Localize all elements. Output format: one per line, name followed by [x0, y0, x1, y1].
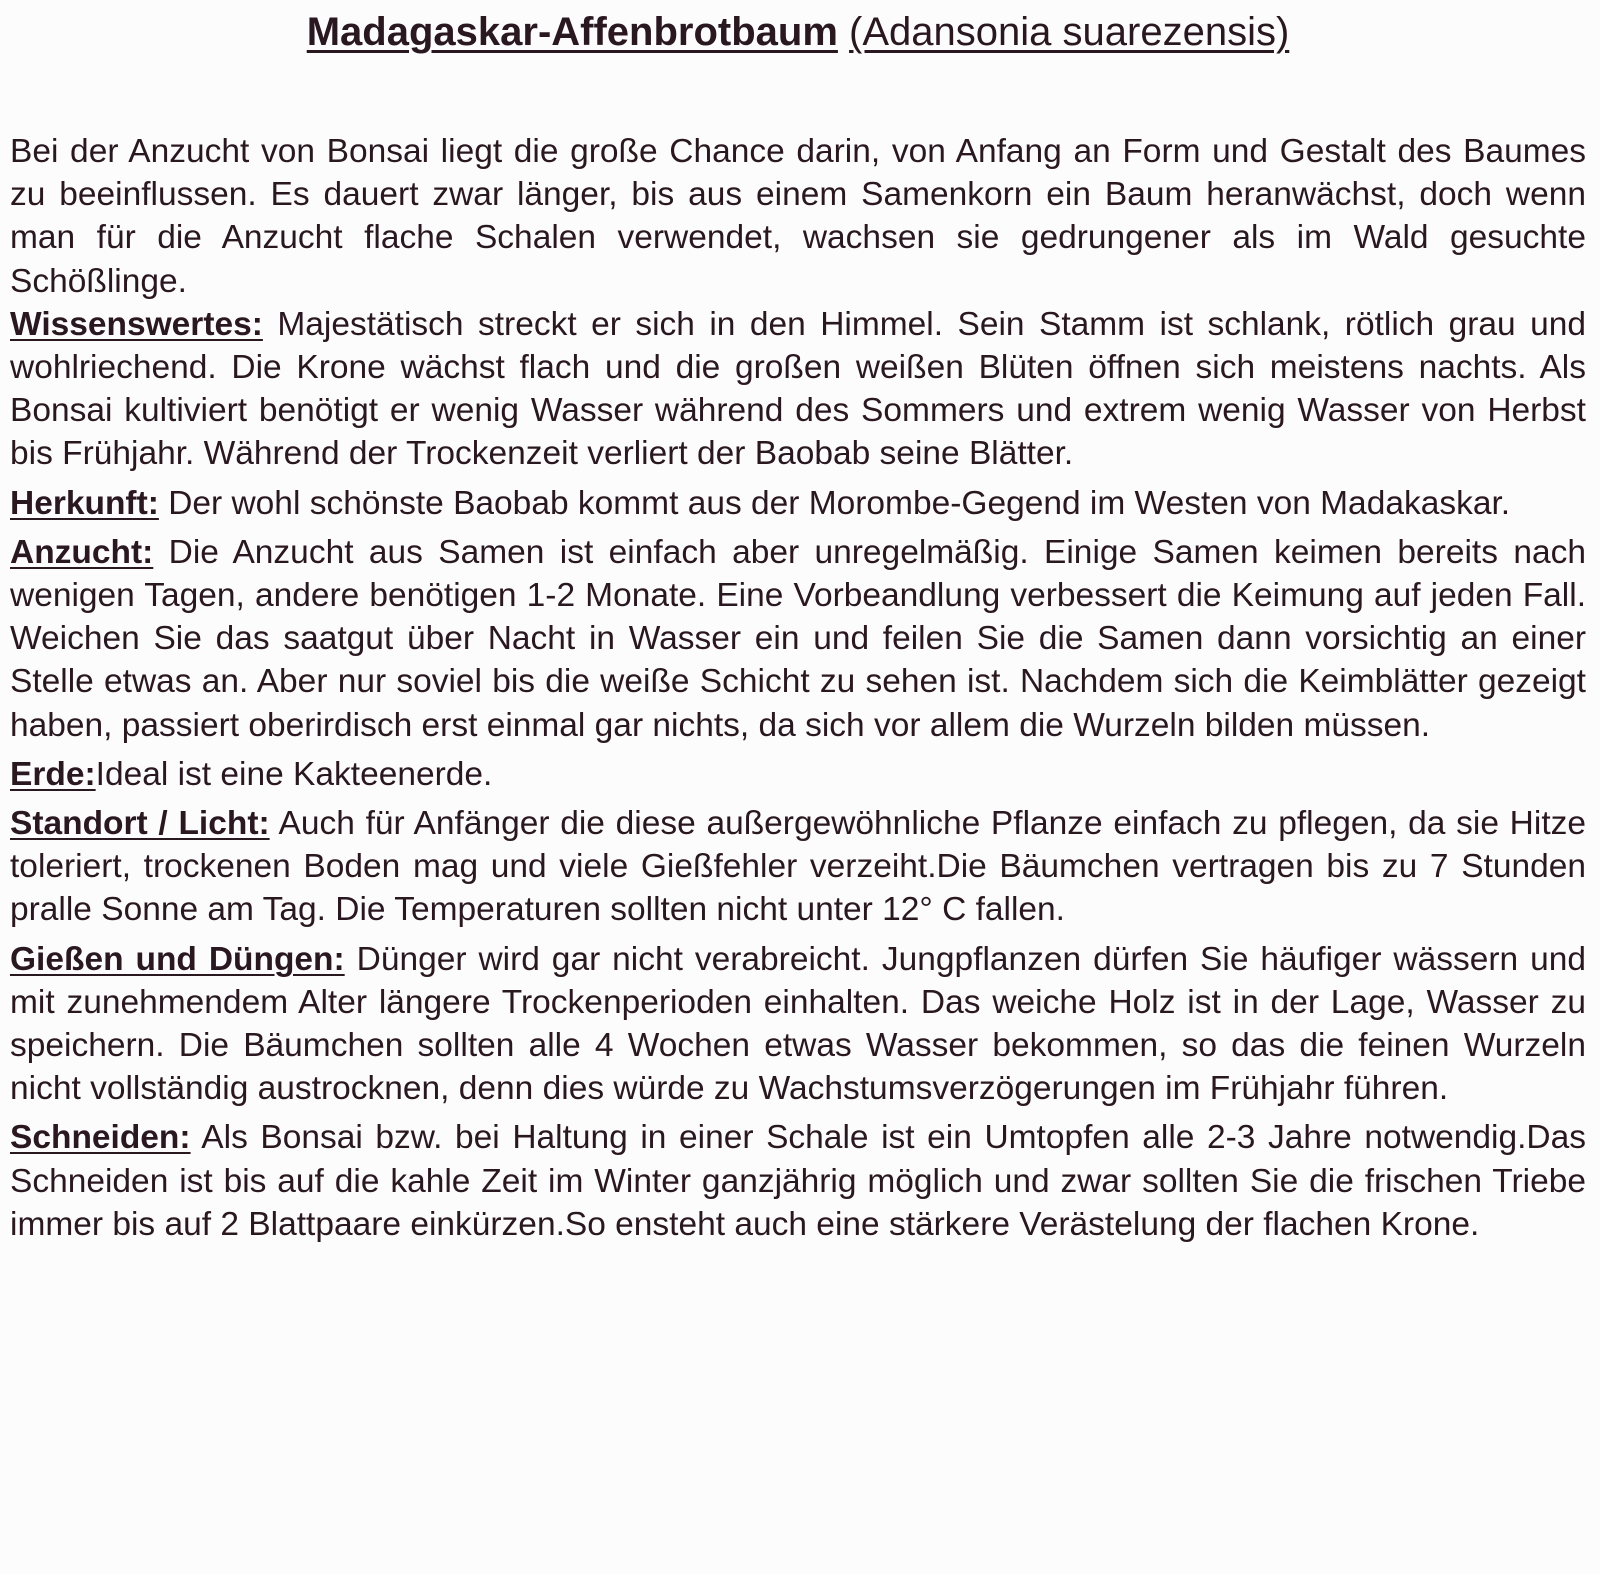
title-scientific-name: (Adansonia suarezensis) [849, 10, 1290, 54]
section-label: Erde: [10, 755, 96, 793]
section-text: Dünger wird gar nicht verabreicht. Jungpflanzen dürfen Sie häufiger wässern und mit zunehmendem Alter längere Trockenperioden einhalten. Das weiche Holz ist in der Lage, Wasser zu speichern. Die Bäumchen sollten alle 4 Wochen etwas Wasser bekommen, so das die feinen Wurzeln nicht vollständig austrocknen, denn dies würde zu Wachstumsverzögerungen im Frühjahr führen. [10, 940, 1586, 1108]
section-label: Wissenswertes: [10, 305, 263, 343]
section-schneiden [10, 1116, 1586, 1246]
section-text: Als Bonsai bzw. bei Haltung in einer Schale ist ein Umtopfen alle 2-3 Jahre notwendig.Das Schneiden ist bis auf die kahle Zeit im Winter ganzjährig möglich und zwar sollten Sie die frischen Triebe immer bis auf 2 Blattpaare einkürzen.So ensteht auch eine stärkere Verästelung der flachen Krone. [10, 1119, 1586, 1243]
section-label: Gießen und Düngen: [10, 940, 345, 978]
section-text: Auch für Anfänger die diese außergewöhnliche Pflanze einfach zu pflegen, da sie Hitze toleriert, trockenen Boden mag und viele Gießfehler verzeiht.Die Bäumchen vertragen bis zu 7 Stunden pralle Sonne am Tag. Die Temperaturen sollten nicht unter 12° C fallen. [10, 805, 1587, 929]
intro-paragraph: Bei der Anzucht von Bonsai liegt die große Chance darin, von Anfang an Form und Gestalt des Baumes zu beeinflussen. Es dauert zwar länger, bis aus einem Samenkorn ein Baum heranwächst, doch wenn man für die Anzucht flache Schalen verwendet, wachsen sie gedrungener als im Wald gesuchte Schößlinge. [10, 133, 1586, 300]
section-text: Ideal ist eine Kakteenerde. [95, 755, 493, 793]
section-erde [10, 753, 1586, 796]
section-label: Schneiden: [10, 1119, 191, 1157]
section-label: Standort / Licht: [10, 805, 270, 843]
section-herkunft [10, 482, 1586, 525]
section-label: Anzucht: [10, 533, 154, 571]
section-anzucht [10, 531, 1586, 747]
section-text: Die Anzucht aus Samen ist einfach aber unregelmäßig. Einige Samen keimen bereits nach wenigen Tagen, andere benötigen 1-2 Monate. Eine Vorbeandlung verbessert die Keimung auf jeden Fall. Weichen Sie das saatgut über Nacht in Wasser ein und feilen Sie die Samen dann vorsichtig an einer Stelle etwas an. Aber nur soviel bis die weiße Schicht zu sehen ist. Nachdem sich die Keimblätter gezeigt haben, passiert oberirdisch erst einmal gar nichts, da sich vor allem die Wurzeln bilden müssen. [10, 533, 1586, 744]
section-label: Herkunft: [10, 484, 159, 522]
section-standort-licht [10, 802, 1586, 932]
section-text: Majestätisch streckt er sich in den Himmel. Sein Stamm ist schlank, rötlich grau und wohlriechend. Die Krone wächst flach und die großen weißen Blüten öffnen sich meistens nachts. Als Bonsai kultiviert benötigt er wenig Wasser während des Sommers und extrem wenig Wasser von Herbst bis Frühjahr. Während der Trockenzeit verliert der Baobab seine Blätter. [10, 305, 1586, 473]
section-giessen-duengen [10, 938, 1586, 1111]
section-wissenswertes [10, 303, 1586, 476]
section-text: Der wohl schönste Baobab kommt aus der Morombe-Gegend im Westen von Madakaskar. [158, 484, 1511, 522]
document-title [10, 0, 1586, 66]
title-common-name: Madagaskar-Affenbrotbaum [306, 10, 838, 54]
